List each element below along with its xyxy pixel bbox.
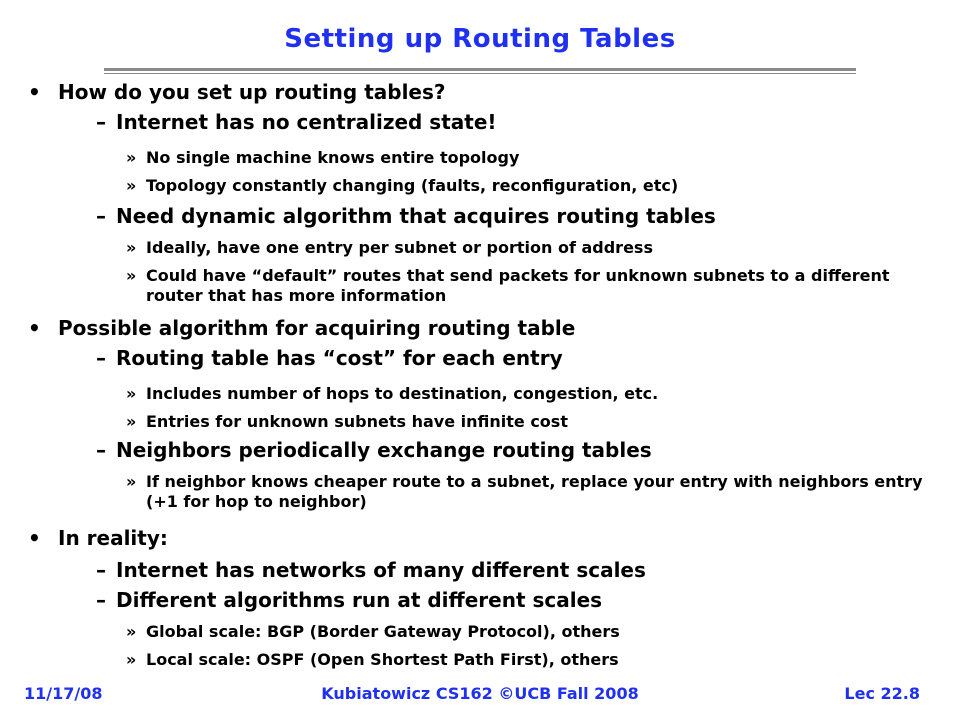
dash-marker: –: [96, 204, 106, 228]
subbullet-no-central-state: [96, 110, 497, 134]
title-rule-thin: [104, 73, 856, 74]
bullet-marker: •: [28, 80, 41, 104]
slide-title: Setting up Routing Tables: [284, 24, 676, 54]
guillemet-marker: »: [126, 412, 137, 431]
dash-marker: –: [96, 438, 106, 462]
point-global-scale-bgp: [126, 622, 926, 642]
guillemet-marker: »: [126, 148, 137, 167]
point-hops-congestion: [126, 384, 926, 404]
guillemet-marker: »: [126, 472, 137, 491]
footer-date: 11/17/08: [24, 684, 103, 703]
bullet-marker: •: [28, 316, 41, 340]
point-text: No single machine knows entire topology: [146, 148, 520, 167]
bullet-marker: •: [28, 526, 41, 550]
point-default-routes: [126, 266, 926, 306]
point-text: Entries for unknown subnets have infinite cost: [146, 412, 568, 431]
title-rule-thick: [104, 68, 856, 71]
dash-marker: –: [96, 110, 106, 134]
bullet-text: Possible algorithm for acquiring routing table: [58, 316, 576, 340]
subbullet-dynamic-algorithm: [96, 204, 716, 228]
point-text: Topology constantly changing (faults, reconfiguration, etc): [146, 176, 679, 195]
subbullet-text: Routing table has “cost” for each entry: [116, 346, 563, 370]
subbullet-text: Need dynamic algorithm that acquires routing tables: [116, 204, 716, 228]
point-entry-per-subnet: [126, 238, 926, 258]
guillemet-marker: »: [126, 622, 137, 641]
dash-marker: –: [96, 588, 106, 612]
dash-marker: –: [96, 346, 106, 370]
guillemet-marker: »: [126, 266, 137, 285]
bullet-text: How do you set up routing tables?: [58, 80, 446, 104]
footer-course: Kubiatowicz CS162 ©UCB Fall 2008: [321, 684, 639, 703]
subbullet-different-algorithms: [96, 588, 602, 612]
subbullet-many-scales: [96, 558, 646, 582]
subbullet-cost-per-entry: [96, 346, 563, 370]
point-topology-changing: [126, 176, 926, 196]
point-text: Global scale: BGP (Border Gateway Protocol), others: [146, 622, 620, 641]
bullet-text: In reality:: [58, 526, 168, 550]
footer-lecture-number: Lec 22.8: [844, 684, 920, 703]
point-infinite-cost: [126, 412, 926, 432]
point-text: If neighbor knows cheaper route to a subnet, replace your entry with neighbors entry (+1 for hop to neighbor): [146, 472, 923, 511]
point-text: Local scale: OSPF (Open Shortest Path First), others: [146, 650, 619, 669]
point-no-single-machine: [126, 148, 926, 168]
point-text: Could have “default” routes that send packets for unknown subnets to a different router that has more information: [146, 266, 890, 305]
bullet-routing-setup: [28, 80, 446, 104]
subbullet-text: Neighbors periodically exchange routing tables: [116, 438, 652, 462]
guillemet-marker: »: [126, 384, 137, 403]
subbullet-text: Internet has networks of many different scales: [116, 558, 646, 582]
point-local-scale-ospf: [126, 650, 926, 670]
subbullet-text: Different algorithms run at different scales: [116, 588, 603, 612]
subbullet-neighbors-exchange: [96, 438, 652, 462]
subbullet-text: Internet has no centralized state!: [116, 110, 497, 134]
guillemet-marker: »: [126, 238, 137, 257]
bullet-possible-algorithm: [28, 316, 576, 340]
guillemet-marker: »: [126, 176, 137, 195]
point-text: Ideally, have one entry per subnet or portion of address: [146, 238, 653, 257]
bullet-in-reality: [28, 526, 168, 550]
guillemet-marker: »: [126, 650, 137, 669]
dash-marker: –: [96, 558, 106, 582]
point-cheaper-route: [126, 472, 926, 512]
point-text: Includes number of hops to destination, congestion, etc.: [146, 384, 659, 403]
